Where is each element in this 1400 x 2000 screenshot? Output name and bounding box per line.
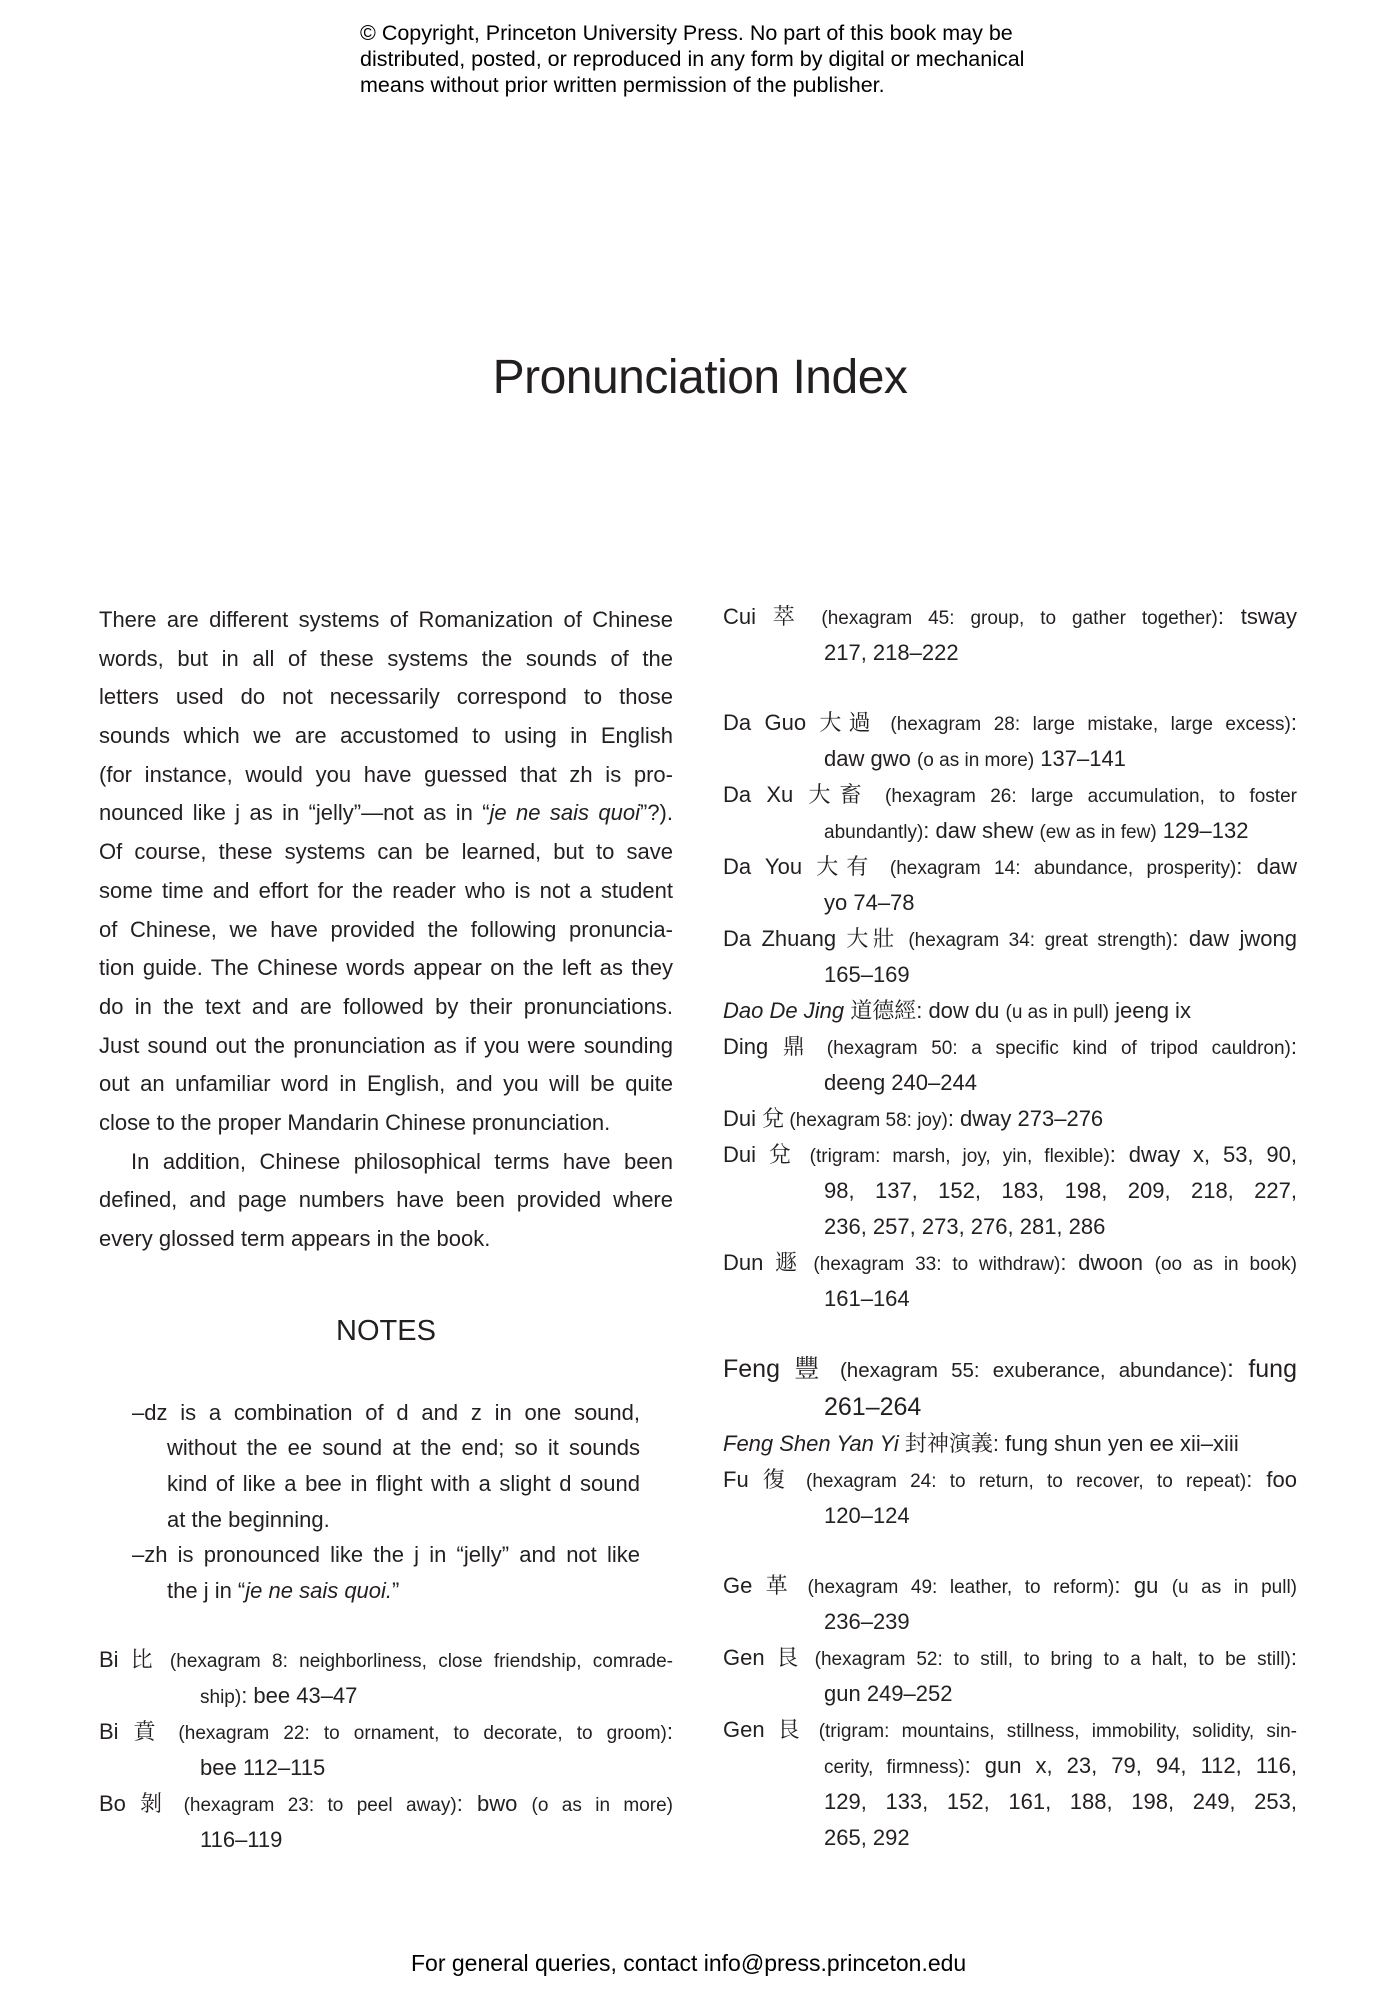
chinese-characters: 大過: [819, 710, 878, 735]
text-run: : fung shun yen ee xii–xiii: [992, 1431, 1239, 1456]
index-entry: [723, 1351, 1297, 1426]
text-run: :: [1290, 710, 1297, 735]
gloss-text: (hexagram 45: group, to gather together): [805, 608, 1218, 629]
gloss-text: (hexagram 58: joy): [784, 1110, 948, 1131]
footer-contact: For general queries, contact info@press.princeton.edu: [411, 1950, 967, 1976]
text-run: ”?).: [640, 800, 673, 826]
index-entry: [723, 599, 1297, 671]
text-line: Of course, these systems can be learned, but to save: [99, 839, 673, 865]
large-text: : fung: [1226, 1355, 1297, 1383]
gloss-text: (hexagram 23: to peel away): [170, 1794, 457, 1816]
text-line: close to the proper Mandarin Chinese pronunciation.: [99, 1109, 611, 1135]
text-line: [723, 1101, 1297, 1137]
text-line: 98, 137, 152, 183, 198, 209, 218, 227,: [824, 1178, 1297, 1203]
text-run: Da Xu: [723, 782, 809, 807]
chinese-characters: 大畜: [808, 782, 871, 807]
gloss-text: abundantly): [824, 822, 924, 843]
index-letter-group: [723, 1568, 1297, 1856]
index-entry: [723, 1101, 1297, 1137]
text-line: [723, 849, 1297, 885]
gloss-text: (hexagram 26: large accumulation, to foster: [870, 786, 1297, 807]
text-line: [99, 794, 673, 833]
gloss-text: (u as in pull): [1005, 1002, 1109, 1023]
large-text: Feng: [723, 1355, 795, 1383]
text-line: some time and effort for the reader who is not a student: [99, 877, 673, 903]
text-line: gun 249–252: [824, 1681, 953, 1706]
gloss-text: (hexagram 28: large mistake, large excess): [877, 714, 1291, 735]
gloss-text: (trigram: marsh, joy, yin, flexible): [797, 1146, 1110, 1167]
gloss-text: cerity, firmness): [824, 1757, 965, 1778]
left-column: [99, 601, 673, 1858]
text-run: Bo: [99, 1790, 141, 1816]
text-run: Cui: [723, 604, 773, 629]
text-line: [723, 1245, 1297, 1281]
text-run: : dway 273–276: [947, 1106, 1104, 1131]
index-entry: [99, 1642, 673, 1714]
index-entry: [723, 993, 1297, 1029]
text-line: [723, 1748, 1297, 1784]
text-line: [723, 1137, 1297, 1173]
text-run: : daw jwong: [1172, 926, 1297, 951]
index-entries-right: [723, 599, 1297, 1856]
text-run: daw gwo: [824, 746, 917, 771]
gloss-text: (hexagram 33: to withdraw): [802, 1254, 1061, 1275]
large-chinese-characters: 豐: [794, 1355, 827, 1383]
chinese-characters: 比: [130, 1646, 159, 1672]
text-line: Just sound out the pronunciation as if you were sounding: [99, 1032, 673, 1058]
text-line: sounds which we are accustomed to using in English: [99, 723, 673, 749]
text-line: In addition, Chinese philosophical terms have been: [131, 1148, 673, 1174]
intro-paragraph: [99, 1143, 673, 1259]
text-run: :: [1290, 1645, 1297, 1670]
gloss-text: (ew as in few): [1039, 822, 1157, 843]
index-entry: [723, 1245, 1297, 1317]
text-run: Fu: [723, 1467, 763, 1492]
text-run: ”: [392, 1577, 400, 1603]
text-line: [99, 1786, 673, 1822]
text-run: :: [1290, 1034, 1297, 1059]
text-line: every glossed term appears in the book.: [99, 1226, 491, 1251]
text-run: : bwo: [456, 1790, 532, 1816]
text-line: tion guide. The Chinese words appear on the left as they: [99, 955, 673, 981]
chinese-characters: 鼎: [782, 1034, 814, 1059]
text-line: do in the text and are followed by their pronunciations.: [99, 993, 673, 1019]
text-line: of Chinese, we have provided the following pronuncia-: [99, 916, 673, 942]
index-entry: [723, 1640, 1297, 1712]
chinese-characters: 萃: [772, 604, 806, 629]
text-run: : foo: [1246, 1467, 1297, 1492]
chinese-characters: 大壯: [846, 926, 899, 951]
text-line: 161–164: [824, 1286, 910, 1311]
text-line: 217, 218–222: [824, 640, 959, 665]
index-entry: [723, 1712, 1297, 1856]
chinese-characters: 艮: [777, 1717, 807, 1742]
gloss-text: (hexagram 49: leather, to reform): [795, 1577, 1115, 1598]
gloss-text: (hexagram 50: a specific kind of tripod cauldron): [813, 1038, 1291, 1059]
index-entry: [723, 1426, 1297, 1462]
text-line: 236–239: [824, 1609, 910, 1634]
chinese-characters: 革: [765, 1573, 796, 1598]
text-run: : gun x, 23, 79, 94, 112, 116,: [964, 1753, 1297, 1778]
index-entry: [99, 1714, 673, 1786]
index-entry: [723, 849, 1297, 921]
text-line: [723, 1712, 1297, 1748]
text-run: jeeng ix: [1109, 998, 1191, 1023]
text-run: Dui: [723, 1142, 769, 1167]
text-line: [99, 1714, 673, 1750]
intro-paragraph: [99, 601, 673, 1143]
italic-text: Dao De Jing: [723, 998, 845, 1023]
text-run: : dow du: [916, 998, 1006, 1023]
chinese-characters: 艮: [776, 1645, 804, 1670]
text-line: [723, 813, 1297, 849]
text-line: [723, 921, 1297, 957]
text-line: 120–124: [824, 1503, 910, 1528]
page-title: Pronunciation Index: [492, 351, 908, 404]
index-entry: [723, 1137, 1297, 1245]
text-line: [723, 777, 1297, 813]
index-entry: [723, 1462, 1297, 1534]
italic-text: je ne sais quoi.: [245, 1577, 393, 1603]
text-line: kind of like a bee in flight with a slight d sound: [167, 1471, 640, 1497]
text-line: [723, 1351, 1297, 1389]
text-line: –dz is a combination of d and z in one sound,: [132, 1399, 640, 1425]
text-line: 116–119: [200, 1826, 283, 1852]
text-run: : dway x, 53, 90,: [1109, 1142, 1297, 1167]
text-run: Dun: [723, 1250, 776, 1275]
text-line: [723, 599, 1297, 635]
text-run: : tsway: [1217, 604, 1297, 629]
chinese-characters: 賁: [133, 1718, 165, 1744]
text-run: : gu: [1114, 1573, 1172, 1598]
text-line: [723, 993, 1297, 1029]
text-line: [723, 1389, 1297, 1427]
text-line: 236, 257, 273, 276, 281, 286: [824, 1214, 1106, 1239]
text-run: :: [666, 1718, 673, 1744]
text-run: : dwoon: [1060, 1250, 1155, 1275]
text-line: at the beginning.: [167, 1506, 330, 1532]
index-letter-group: [723, 1351, 1297, 1534]
text-run: : daw shew: [923, 818, 1040, 843]
text-line: [723, 1029, 1297, 1065]
gloss-text: (o as in more): [916, 750, 1035, 771]
text-run: Dui: [723, 1106, 763, 1131]
text-line: [132, 1573, 640, 1609]
text-line: deeng 240–244: [824, 1070, 977, 1095]
large-gloss-text: (hexagram 55: exuberance, abundance): [826, 1359, 1227, 1382]
notes-list: [99, 1395, 673, 1609]
index-entry: [723, 777, 1297, 849]
index-entry: [723, 1029, 1297, 1101]
text-line: There are different systems of Romanization of Chinese: [99, 607, 673, 632]
chinese-characters: 遯: [775, 1250, 803, 1275]
text-run: Gen: [723, 1645, 777, 1670]
gloss-text: (o as in more): [531, 1794, 673, 1816]
text-line: (for instance, would you have guessed that zh is pro-: [99, 761, 673, 787]
text-line: [723, 1426, 1297, 1462]
text-line: [723, 705, 1297, 741]
text-line: [99, 1678, 673, 1714]
text-run: 129–132: [1156, 818, 1249, 843]
text-line: [723, 741, 1297, 777]
index-letter-group: [723, 599, 1297, 671]
gloss-text: (hexagram 24: to return, to recover, to repeat): [792, 1471, 1247, 1492]
chinese-characters: 大有: [816, 854, 877, 879]
text-run: Bi: [99, 1718, 134, 1744]
italic-text: je ne sais quoi: [489, 800, 640, 826]
text-line: 129, 133, 152, 161, 188, 198, 249, 253,: [824, 1789, 1297, 1814]
gloss-text: (hexagram 14: abundance, prosperity): [876, 858, 1237, 879]
chinese-characters: 剝: [140, 1790, 171, 1816]
text-run: nounced like j as in “jelly”—not as in “: [99, 800, 490, 826]
italic-text: Feng Shen Yan Yi: [723, 1431, 899, 1456]
text-line: without the ee sound at the end; so it sounds: [167, 1435, 640, 1461]
notes-heading: NOTES: [336, 1315, 436, 1348]
text-line: 165–169: [824, 962, 910, 987]
gloss-text: (trigram: mountains, stillness, immobility, solidity, sin-: [806, 1721, 1297, 1742]
text-run: Da Zhuang: [723, 926, 847, 951]
text-line: letters used do not necessarily correspond to those: [99, 684, 673, 710]
copyright-line: means without prior written permission of the publisher.: [360, 73, 885, 98]
note-item: [132, 1537, 640, 1608]
copyright-notice: [360, 20, 1024, 99]
gloss-text: (u as in pull): [1171, 1577, 1297, 1598]
chinese-characters: 兌: [768, 1142, 798, 1167]
text-line: words, but in all of these systems the sounds of the: [99, 645, 673, 671]
text-run: the j in “: [167, 1577, 246, 1603]
text-line: yo 74–78: [824, 890, 915, 915]
text-run: Ding: [723, 1034, 783, 1059]
text-line: [99, 1642, 673, 1678]
gloss-text: (hexagram 8: neighborliness, close friendship, comrade-: [158, 1650, 673, 1672]
chinese-characters: 道德經: [850, 998, 917, 1023]
text-line: 265, 292: [824, 1825, 910, 1850]
index-entry: [99, 1786, 673, 1858]
large-text: 261–264: [824, 1392, 922, 1421]
text-run: : daw: [1236, 854, 1297, 879]
notes-section: [99, 1306, 673, 1608]
index-entry: [723, 1568, 1297, 1640]
chinese-characters: 復: [762, 1467, 793, 1492]
text-line: [723, 1640, 1297, 1676]
text-run: : bee 43–47: [241, 1682, 358, 1708]
copyright-line: © Copyright, Princeton University Press. No part of this book may be: [360, 21, 1013, 45]
text-line: [723, 1462, 1297, 1498]
index-entries-left: [99, 1642, 673, 1858]
text-run: Ge: [723, 1573, 766, 1598]
text-run: Da You: [723, 854, 817, 879]
index-entry: [723, 921, 1297, 993]
text-run: Gen: [723, 1717, 778, 1742]
gloss-text: (hexagram 34: great strength): [898, 930, 1173, 951]
gloss-text: ship): [200, 1686, 242, 1708]
text-line: –zh is pronounced like the j in “jelly” and not like: [132, 1542, 640, 1568]
gloss-text: (oo as in book): [1154, 1254, 1297, 1275]
text-line: out an unfamiliar word in English, and you will be quite: [99, 1071, 673, 1097]
text-line: defined, and page numbers have been provided where: [99, 1187, 673, 1213]
index-letter-group: [723, 705, 1297, 1317]
index-letter-group: [99, 1642, 673, 1858]
intro-text: [99, 601, 673, 1259]
copyright-line: distributed, posted, or reproduced in any form by digital or mechanical: [360, 47, 1025, 72]
text-run: Bi: [99, 1646, 131, 1672]
text-line: [723, 1568, 1297, 1604]
chinese-characters: 封神演義: [904, 1431, 993, 1456]
text-run: 137–141: [1034, 746, 1126, 771]
text-line: bee 112–115: [200, 1754, 326, 1780]
chinese-characters: 兌: [762, 1106, 785, 1131]
text-run: Da Guo: [723, 710, 820, 735]
index-entry: [723, 705, 1297, 777]
gloss-text: (hexagram 52: to still, to bring to a halt, to be still): [803, 1649, 1291, 1670]
note-item: [132, 1395, 640, 1537]
right-column: [723, 599, 1297, 1856]
gloss-text: (hexagram 22: to ornament, to decorate, to groom): [164, 1722, 667, 1744]
